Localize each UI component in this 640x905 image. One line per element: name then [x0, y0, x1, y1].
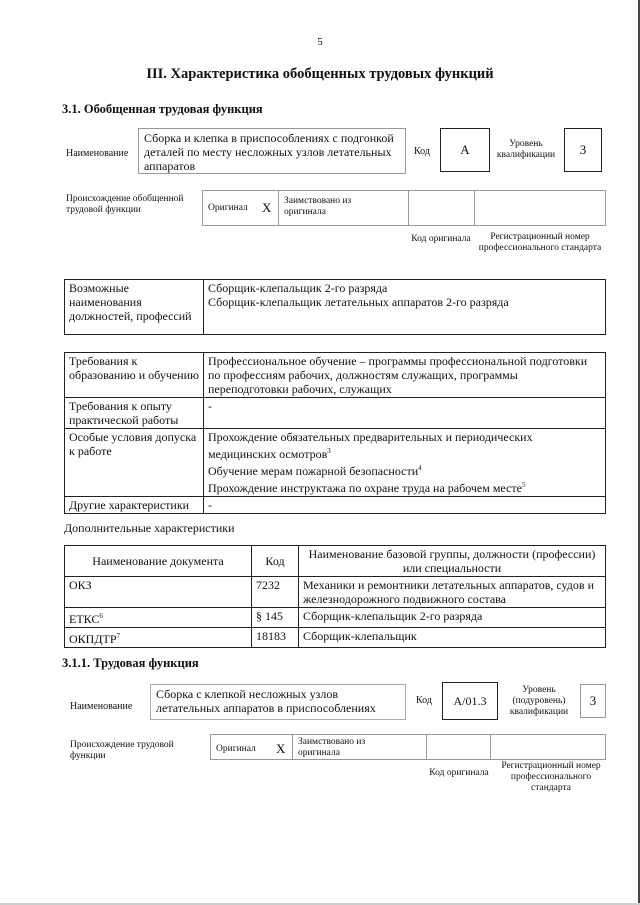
requirement-row	[65, 497, 606, 514]
tf-level-label: Уровень (подуровень) квалификации	[509, 684, 569, 717]
col-name-header: Наименование базовой группы, должности (профессии) или специальности	[299, 546, 606, 577]
req-experience-value: -	[204, 398, 606, 429]
footnote-ref: 7	[116, 632, 121, 640]
condition-item: Обучение мерам пожарной безопасности$^4$	[208, 464, 422, 478]
extra-heading: Дополнительные характеристики	[64, 521, 235, 535]
gf-original-label: Оригинал	[208, 203, 248, 213]
tf-heading: 3.1.1. Трудовая функция	[62, 656, 199, 670]
tf-name-label: Наименование	[70, 701, 133, 712]
req-conditions-label: Особые условия допуска к работе	[65, 429, 204, 497]
gf-code-label: Код	[414, 146, 430, 157]
gf-origin-label: Происхождение обобщенной трудовой функции	[66, 194, 184, 215]
tf-origin-box	[210, 734, 606, 760]
tf-reg-number-label: Регистрационный номер профессионального стандарта	[501, 760, 601, 793]
tf-divider-3	[490, 734, 491, 760]
gf-reg-number-label: Регистрационный номер профессионального стандарта	[478, 232, 602, 253]
footnote-ref: 3	[327, 447, 331, 455]
doc-cell: ОКЗ	[65, 577, 252, 608]
page-number: 5	[317, 36, 323, 48]
tf-divider-2	[426, 734, 427, 760]
code-cell: § 145	[252, 608, 299, 628]
requirement-row	[65, 353, 606, 398]
tf-code-label: Код	[416, 695, 432, 706]
extra-header-row	[65, 546, 606, 577]
tf-origin-label: Происхождение трудовой функции	[70, 740, 174, 761]
section-title: III. Характеристика обобщенных трудовых функций	[146, 66, 494, 82]
req-experience-label: Требования к опыту практической работы	[65, 398, 204, 429]
doc-cell: ОКПДТР$^7$	[65, 628, 252, 648]
req-education-label: Требования к образованию и обучению	[65, 353, 204, 398]
tf-divider-1	[292, 734, 293, 760]
gf-divider-1	[278, 190, 279, 226]
positions-table	[64, 279, 606, 335]
req-other-value: -	[204, 497, 606, 514]
gf-heading: 3.1. Обобщенная трудовая функция	[62, 102, 263, 116]
gf-divider-3	[474, 190, 475, 226]
col-code-header: Код	[252, 546, 299, 577]
positions-label: Возможные наименования должностей, профессий	[65, 280, 204, 335]
requirement-row	[65, 429, 606, 497]
gf-orig-code-label: Код оригинала	[411, 233, 471, 244]
tf-borrowed-label: Заимствовано из оригинала	[298, 737, 366, 758]
requirements-table	[64, 352, 606, 514]
position-item: Сборщик-клепальщик летательных аппаратов 2-го разряда	[208, 295, 509, 309]
positions-row	[65, 280, 606, 335]
req-conditions-value	[204, 429, 606, 497]
name-cell: Сборщик-клепальщик	[299, 628, 606, 648]
condition-item: Прохождение инструктажа по охране труда на рабочем месте$^5$	[208, 481, 526, 495]
name-cell: Сборщик-клепальщик 2-го разряда	[299, 608, 606, 628]
doc-cell: ЕТКС$^6$	[65, 608, 252, 628]
requirement-row	[65, 398, 606, 429]
tf-level-value: 3	[580, 684, 606, 718]
condition-item: Прохождение обязательных предварительных и периодических медицинских осмотров$^3$	[208, 430, 533, 461]
tf-orig-code-label: Код оригинала	[429, 767, 489, 778]
gf-original-mark: X	[262, 200, 272, 215]
extra-table	[64, 545, 606, 648]
code-cell: 18183	[252, 628, 299, 648]
footnote-ref: 6	[99, 612, 103, 620]
tf-code-value: А/01.3	[442, 682, 498, 720]
table-row	[65, 577, 606, 608]
req-education-value: Профессиональное обучение – программы профессиональной подготовки по профессиям рабочих, должностям служащих, программы переподготовки рабочих, служащих	[204, 353, 606, 398]
footnote-ref: 4	[418, 464, 422, 472]
gf-borrowed-label: Заимствовано из оригинала	[284, 196, 352, 217]
gf-level-value: 3	[564, 128, 602, 172]
req-other-label: Другие характеристики	[65, 497, 204, 514]
footnote-ref: 5	[521, 481, 526, 489]
gf-code-value: А	[440, 128, 490, 172]
gf-level-label: Уровень квалификации	[496, 139, 556, 160]
table-row	[65, 608, 606, 628]
tf-name-value: Сборка с клепкой несложных узлов летательных аппаратов в приспособлениях	[150, 684, 406, 720]
name-cell: Механики и ремонтники летательных аппаратов, судов и железнодорожного подвижного состава	[299, 577, 606, 608]
col-doc-header: Наименование документа	[65, 546, 252, 577]
code-cell: 7232	[252, 577, 299, 608]
tf-original-label: Оригинал	[216, 744, 256, 754]
tf-original-mark: X	[276, 741, 286, 756]
gf-name-value: Сборка и клепка в приспособлениях с подгонкой деталей по месту несложных узлов летательных аппаратов	[138, 128, 406, 174]
position-item: Сборщик-клепальщик 2-го разряда	[208, 281, 388, 295]
table-row	[65, 628, 606, 648]
positions-values	[204, 280, 606, 335]
gf-divider-2	[408, 190, 409, 226]
gf-name-label: Наименование	[66, 148, 129, 159]
